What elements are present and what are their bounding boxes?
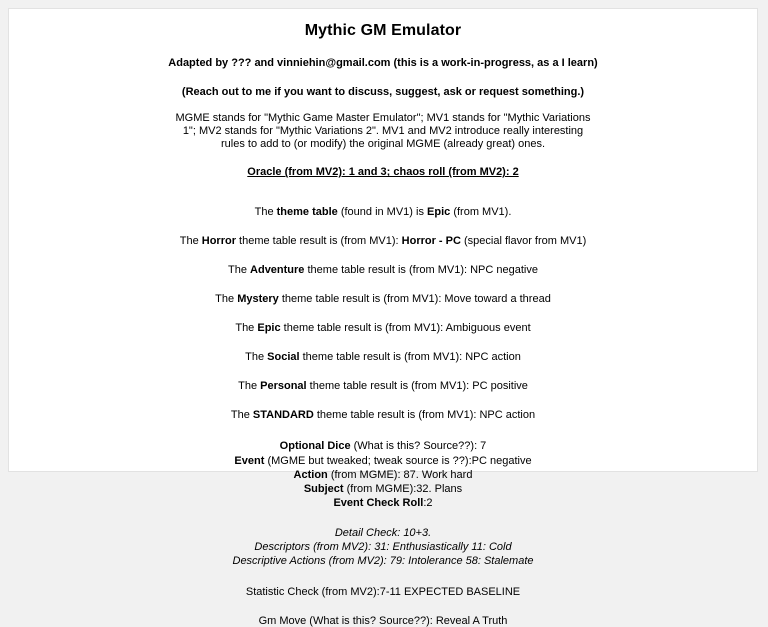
oracle-heading: Oracle (from MV2): 1 and 3; chaos roll (from MV2): 2 — [247, 166, 519, 179]
theme-table-results — [23, 178, 743, 421]
roll-result-line — [23, 454, 743, 468]
theme-line-prefix: The — [238, 380, 261, 393]
byline: Adapted by ??? and vinniehin@gmail.com (this is a work-in-progress, as a I learn) — [168, 57, 598, 69]
theme-line-middle: theme table result is (from MV1): — [235, 235, 402, 248]
check-result-line: Descriptive Actions (from MV2): 79: Intolerance 58: Stalemate — [232, 555, 534, 568]
theme-line-prefix: The — [230, 409, 253, 422]
document-page — [8, 8, 758, 627]
roll-result-value: (from MGME): 87. Work hard — [327, 468, 473, 481]
theme-line-middle: theme table result is (from MV1): NPC action — [313, 409, 536, 422]
theme-line-prefix: The — [245, 351, 268, 364]
theme-line-suffix: (special flavor from MV1) — [460, 235, 587, 248]
theme-line-bold1: Mystery — [237, 293, 279, 306]
theme-line-bold2: Epic — [427, 206, 451, 219]
page-title: Mythic GM Emulator — [304, 22, 462, 39]
roll-result-label: Action — [293, 468, 328, 481]
tail-lines-block — [23, 569, 743, 627]
theme-line-middle: theme table result is (from MV1): PC positive — [306, 380, 528, 393]
check-result-line: Descriptors (from MV2): 31: Enthusiastically 11: Cold — [254, 541, 512, 554]
theme-result-line — [23, 218, 743, 247]
roll-result-label: Event Check Roll — [333, 497, 424, 510]
theme-line-bold1: STANDARD — [252, 409, 314, 422]
document-content — [9, 9, 757, 627]
theme-line-middle: theme table result is (from MV1): NPC action — [299, 351, 521, 364]
theme-line-middle: theme table result is (from MV1): Move toward a thread — [278, 293, 551, 306]
roll-result-label: Subject — [303, 483, 344, 496]
roll-result-line — [23, 468, 743, 482]
theme-line-bold1: Adventure — [250, 264, 305, 277]
summary-line: Statistic Check (from MV2):7-11 EXPECTED BASELINE — [245, 585, 521, 598]
theme-line-prefix: The — [228, 264, 251, 277]
theme-result-line — [23, 276, 743, 305]
theme-result-line — [23, 247, 743, 276]
theme-result-line — [23, 363, 743, 392]
theme-line-suffix: (from MV1). — [450, 206, 512, 219]
theme-line-middle: (found in MV1) is — [337, 206, 428, 219]
theme-line-prefix: The — [235, 322, 258, 335]
theme-line-bold1: Personal — [260, 380, 307, 393]
contact-note: (Reach out to me if you want to discuss, suggest, ask or request something.) — [181, 86, 585, 98]
theme-line-bold1: Epic — [257, 322, 281, 335]
theme-line-bold1: Social — [267, 351, 300, 364]
roll-result-line — [23, 439, 743, 453]
theme-line-bold1: theme table — [276, 206, 338, 219]
theme-result-line — [23, 334, 743, 363]
roll-results-block — [23, 421, 743, 510]
roll-result-value: (MGME but tweaked; tweak source is ??):PC negative — [264, 454, 532, 467]
roll-result-label: Event — [234, 454, 265, 467]
roll-result-label: Optional Dice — [279, 440, 351, 453]
roll-result-value: (What is this? Source??): 7 — [350, 440, 487, 453]
theme-line-middle: theme table result is (from MV1): NPC negative — [304, 264, 538, 277]
roll-result-value: :2 — [423, 497, 433, 510]
theme-result-line — [23, 178, 743, 218]
theme-line-prefix: The — [254, 206, 277, 219]
theme-line-bold2: Horror - PC — [401, 235, 461, 248]
theme-line-prefix: The — [215, 293, 238, 306]
theme-result-line — [23, 392, 743, 421]
roll-result-value: (from MGME):32. Plans — [343, 483, 463, 496]
theme-line-middle: theme table result is (from MV1): Ambiguous event — [280, 322, 531, 335]
summary-line: Gm Move (What is this? Source??): Reveal A Truth — [258, 614, 508, 627]
check-results-block — [23, 511, 743, 569]
theme-line-prefix: The — [179, 235, 202, 248]
theme-result-line — [23, 305, 743, 334]
roll-result-line — [23, 482, 743, 496]
abbreviations-paragraph: MGME stands for "Mythic Game Master Emulator"; MV1 stands for "Mythic Variations 1"; MV2 stands for "Mythic Variations 2". MV1 and MV2 introduce really interesting rules to add to (or modify) the original MGME (already great) ones. — [175, 112, 591, 150]
theme-line-bold1: Horror — [201, 235, 236, 248]
roll-result-line — [23, 496, 743, 510]
check-result-line: Detail Check: 10+3. — [334, 526, 432, 539]
